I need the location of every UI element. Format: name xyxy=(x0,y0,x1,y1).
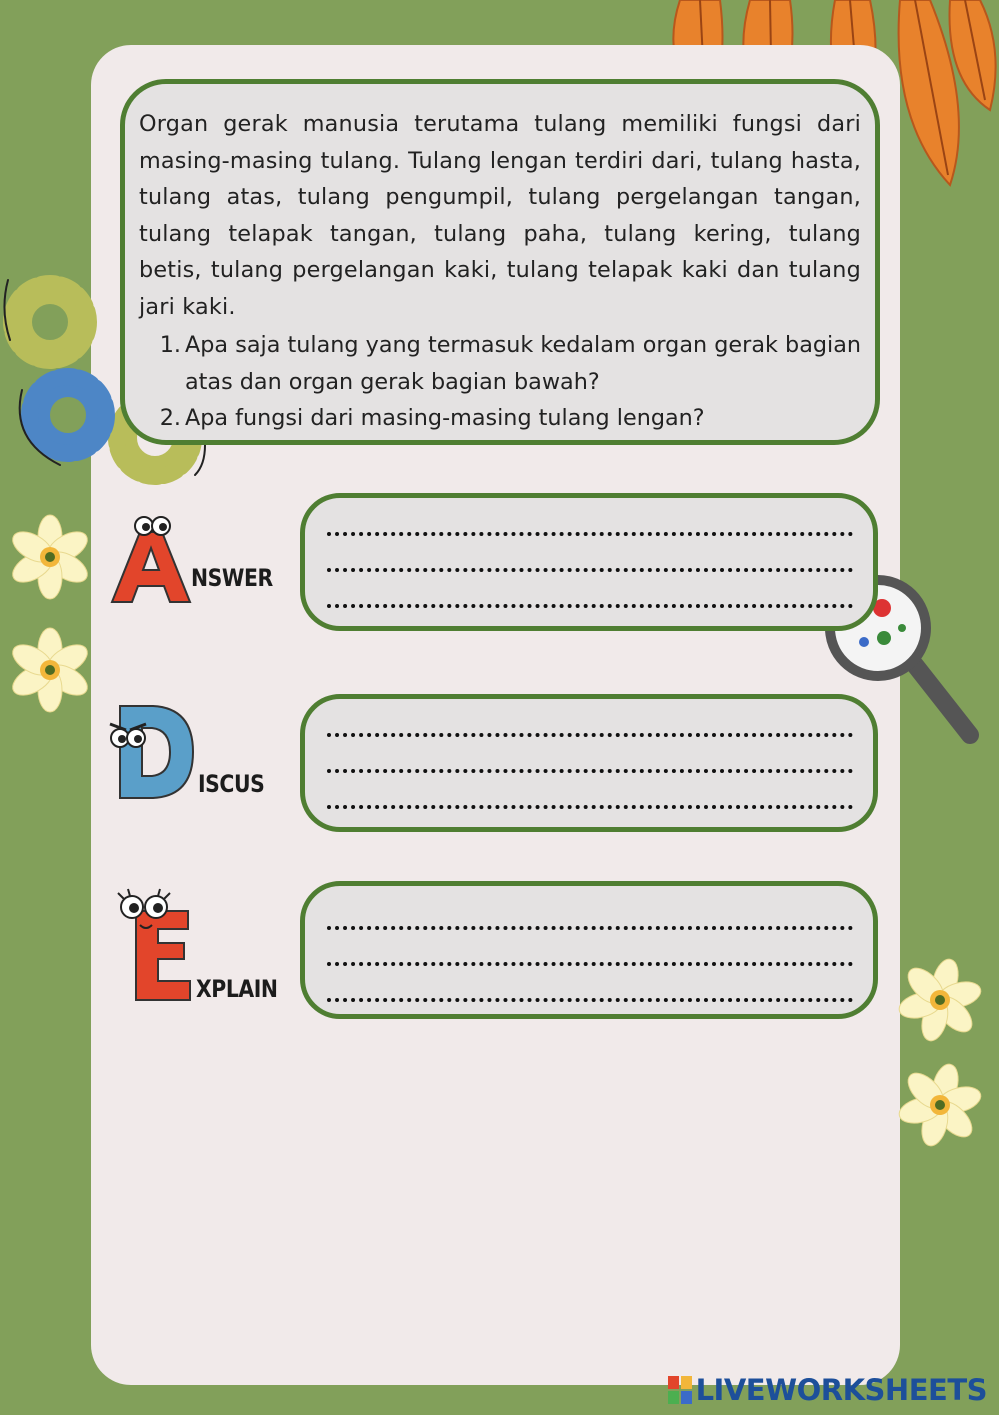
question-item xyxy=(139,400,861,437)
answer-line[interactable] xyxy=(327,701,853,737)
answer-line[interactable] xyxy=(327,572,853,608)
brand-text: LIVEWORKSHEETS xyxy=(695,1373,987,1407)
discus-word: ISCUS xyxy=(198,770,265,798)
answer-label xyxy=(108,512,298,612)
letter-a-mascot-icon xyxy=(108,512,193,607)
explain-box[interactable] xyxy=(300,881,878,1019)
explain-label xyxy=(108,885,298,1005)
liveworksheets-logo-icon xyxy=(668,1376,692,1404)
discus-label xyxy=(108,700,298,805)
flower-icon xyxy=(5,625,95,715)
liveworksheets-logo xyxy=(668,1373,987,1407)
answer-box[interactable] xyxy=(300,493,878,631)
question-item xyxy=(139,327,861,400)
question-number: 2. xyxy=(159,405,181,431)
explain-word: XPLAIN xyxy=(196,975,278,1003)
question-box xyxy=(120,79,880,445)
flower-icon xyxy=(5,512,95,602)
question-number: 1. xyxy=(159,332,181,358)
question-text: Apa fungsi dari masing-masing tulang lengan? xyxy=(185,405,705,431)
answer-line[interactable] xyxy=(327,773,853,809)
flower-icon xyxy=(895,1060,985,1150)
answer-line[interactable] xyxy=(327,737,853,773)
answer-line[interactable] xyxy=(327,536,853,572)
question-list xyxy=(139,327,861,437)
letter-e-mascot-icon xyxy=(108,885,198,1005)
answer-line[interactable] xyxy=(327,500,853,536)
answer-line[interactable] xyxy=(327,894,853,930)
flower-icon xyxy=(895,955,985,1045)
discus-box[interactable] xyxy=(300,694,878,832)
question-text: Apa saja tulang yang termasuk kedalam organ gerak bagian atas dan organ gerak bagian bawah? xyxy=(185,332,861,395)
answer-word: NSWER xyxy=(191,564,273,592)
intro-text: Organ gerak manusia terutama tulang memiliki fungsi dari masing-masing tulang. Tulang lengan terdiri dari, tulang hasta, tulang atas, tulang pengumpil, tulang pergelangan tangan, tulang telapak tangan, tulang paha, tulang kering, tulang betis, tulang pergelangan kaki, tulang telapak kaki dan tulang jari kaki. xyxy=(139,111,861,320)
answer-line[interactable] xyxy=(327,966,853,1002)
answer-line[interactable] xyxy=(327,930,853,966)
letter-d-mascot-icon xyxy=(108,700,198,800)
